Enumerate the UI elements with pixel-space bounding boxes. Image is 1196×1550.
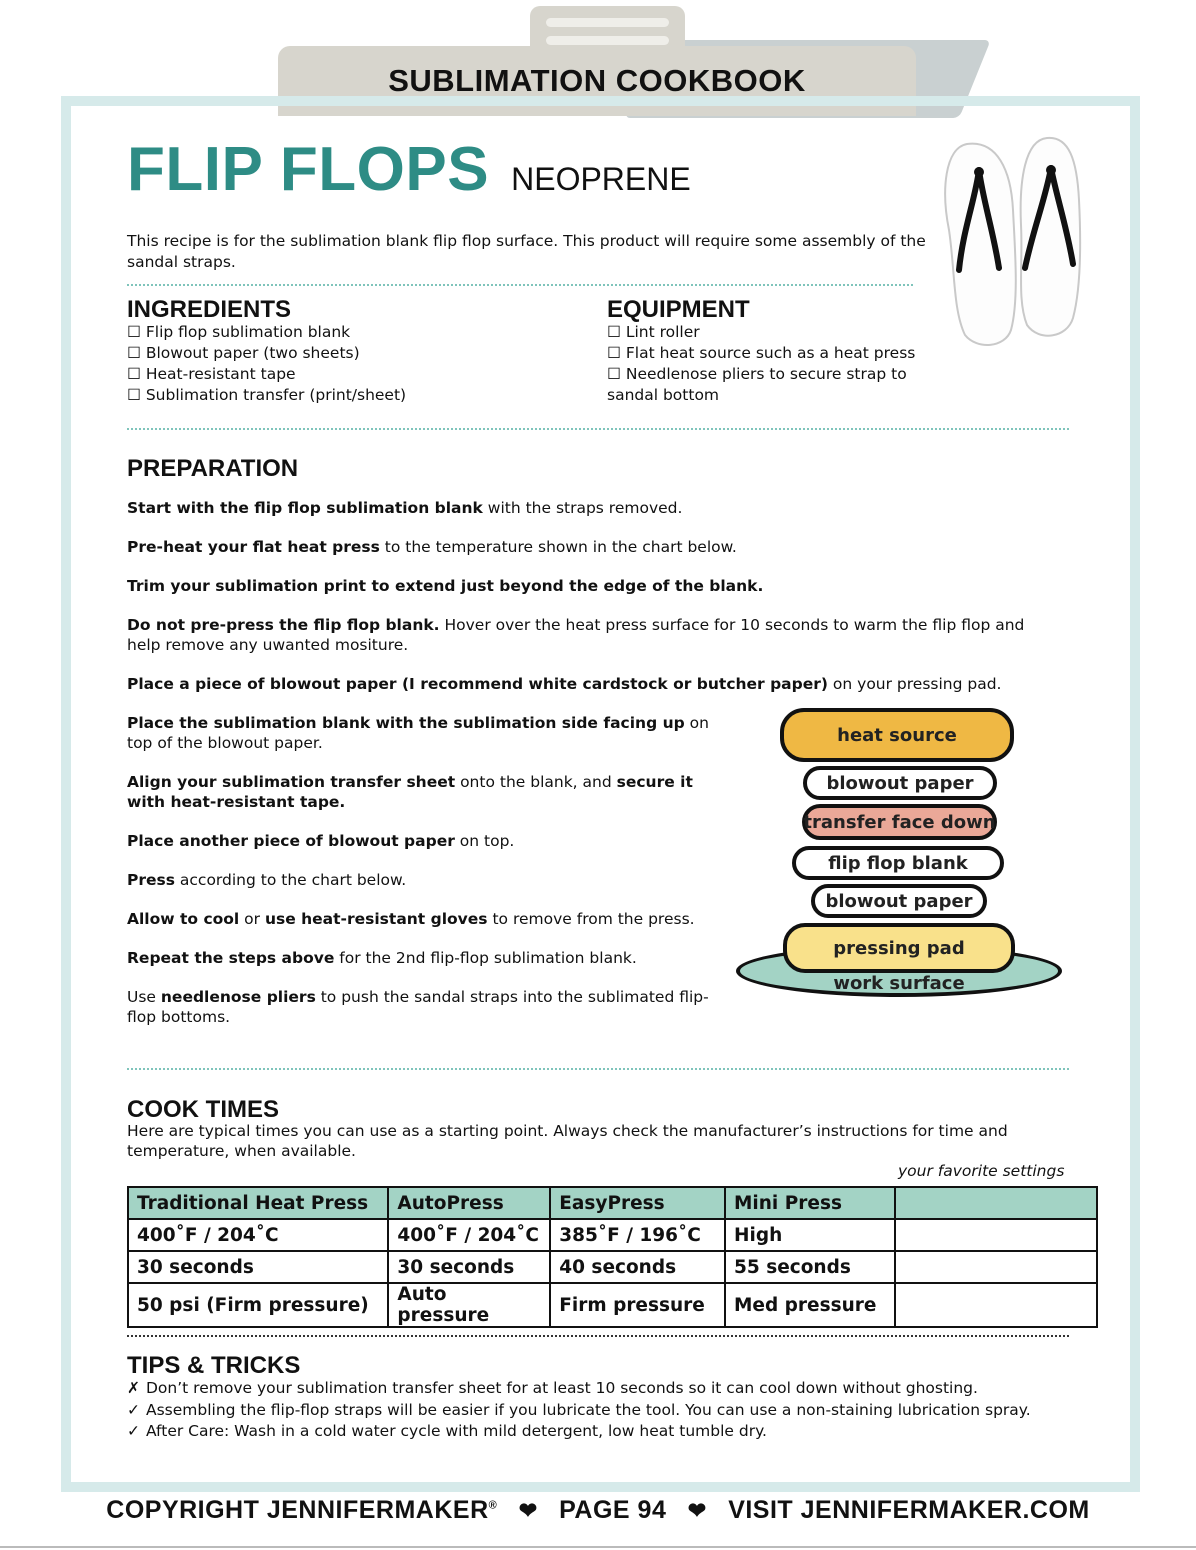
flip-flop-blank-layer: flip flop blank — [792, 846, 1004, 880]
tab-slot — [546, 36, 669, 45]
divider — [127, 428, 1069, 430]
tip-text: Assembling the flip-flop straps will be easier if you lubricate the tool. You can use a non-staining lubrication spray. — [146, 1400, 1031, 1419]
blowout-paper-top-layer: blowout paper — [803, 766, 997, 800]
step-text: Hover over the heat press surface for 10 seconds to warm the flip flop and help remove any uwanted mositure. — [127, 616, 1025, 654]
tip-item — [127, 1421, 1031, 1443]
ingredient-text: Flip flop sublimation blank — [145, 323, 351, 341]
step-text: onto the blank, and — [455, 773, 617, 791]
tips-heading: TIPS & TRICKS — [127, 1352, 301, 1379]
column-header: Mini Press — [725, 1187, 895, 1219]
step-text: to the temperature shown in the chart below. — [379, 538, 737, 556]
left-sandal — [945, 144, 1016, 345]
ingredient-item — [127, 322, 567, 343]
tip-text: Don’t remove your sublimation transfer sheet for at least 10 seconds so it can cool down without ghosting. — [146, 1379, 978, 1397]
equipment-heading: EQUIPMENT — [607, 296, 750, 323]
footer-copyright: COPYRIGHT JENNIFERMAKER — [106, 1496, 489, 1524]
table-cell: Med pressure — [725, 1283, 895, 1327]
footer — [0, 1496, 1196, 1525]
heart-icon: ❤ — [518, 1498, 538, 1523]
step-bold: needlenose pliers — [160, 988, 316, 1006]
cookbook-title: SUBLIMATION COOKBOOK — [388, 63, 806, 98]
cook-times-heading: COOK TIMES — [127, 1096, 280, 1123]
prep-step — [127, 987, 712, 1027]
step-bold: Press — [127, 871, 175, 889]
prep-step — [127, 831, 727, 851]
table-cell: 400˚F / 204˚C — [388, 1219, 550, 1251]
table-row — [128, 1219, 1097, 1251]
step-bold: Do not pre-press the flip flop blank. — [127, 616, 440, 634]
table-cell: 55 seconds — [725, 1251, 895, 1283]
step-text: on top of the blowout paper. — [127, 714, 709, 752]
cross-icon: ✗ — [127, 1379, 140, 1397]
step-bold: Place the sublimation blank with the sublimation side facing up — [127, 714, 685, 732]
ingredient-item — [127, 385, 567, 406]
transfer-layer: transfer face down — [802, 804, 997, 840]
table-cell-favorite — [895, 1219, 1097, 1251]
registered-mark: ® — [488, 1499, 498, 1512]
prep-step — [127, 498, 1057, 518]
pressing-pad-layer: pressing pad — [783, 923, 1015, 973]
table-cell: 50 psi (Firm pressure) — [128, 1283, 388, 1327]
equipment-list — [607, 322, 932, 406]
cook-times-table — [127, 1186, 1098, 1328]
cook-times-intro: Here are typical times you can use as a starting point. Always check the manufacturer’s instructions for time and temperature, when available. — [127, 1122, 1008, 1160]
prep-step — [127, 537, 1057, 557]
divider — [127, 284, 913, 286]
equipment-item — [607, 322, 932, 343]
step-text: with the straps removed. — [482, 499, 683, 517]
step-bold: secure it with heat-resistant tape. — [127, 773, 693, 811]
checkbox-icon: ☐ — [127, 386, 141, 404]
divider — [127, 1068, 1069, 1070]
ingredient-item — [127, 343, 567, 364]
footer-visit[interactable]: VISIT JENNIFERMAKER.COM — [728, 1496, 1090, 1524]
check-icon: ✓ — [127, 1400, 140, 1419]
step-bold: Repeat the steps above — [127, 949, 335, 967]
prep-step — [127, 576, 1057, 596]
column-header: Traditional Heat Press — [128, 1187, 388, 1219]
title-main: FLIP FLOPS — [127, 135, 490, 204]
step-text: Use — [127, 988, 161, 1006]
step-bold: Pre-heat your flat heat press — [127, 538, 380, 556]
checkbox-icon: ☐ — [127, 323, 141, 341]
prep-step — [127, 674, 1062, 694]
intro-text: This recipe is for the sublimation blank flip flop surface. This product will require some assembly of the sandal straps. — [127, 232, 926, 271]
step-bold: Place a piece of blowout paper (I recommend white cardstock or butcher paper) — [127, 675, 828, 693]
prep-step — [127, 909, 727, 929]
step-text: for the 2nd flip-flop sublimation blank. — [334, 949, 637, 967]
table-cell: Firm pressure — [550, 1283, 725, 1327]
prep-step — [127, 948, 727, 968]
step-bold: Start with the flip flop sublimation blank — [127, 499, 483, 517]
step-bold: Allow to cool — [127, 910, 240, 928]
step-text: on your pressing pad. — [827, 675, 1002, 693]
flip-flops-image — [935, 130, 1095, 350]
title-sub: NEOPRENE — [511, 161, 691, 197]
table-cell: Auto pressure — [388, 1283, 550, 1327]
footer-page: PAGE 94 — [559, 1496, 667, 1524]
step-text: on top. — [454, 832, 515, 850]
table-cell-favorite — [895, 1251, 1097, 1283]
prep-step — [127, 713, 722, 753]
ingredients-list — [127, 322, 567, 406]
tips-list — [127, 1378, 1031, 1443]
table-cell: 385˚F / 196˚C — [550, 1219, 725, 1251]
table-header-row — [128, 1187, 1097, 1219]
table-cell: 400˚F / 204˚C — [128, 1219, 388, 1251]
heat-source-layer: heat source — [780, 708, 1014, 762]
checkbox-icon: ☐ — [607, 365, 621, 383]
ingredients-heading: INGREDIENTS — [127, 296, 292, 323]
prep-step — [127, 772, 727, 812]
equipment-text: Lint roller — [625, 323, 700, 341]
table-cell: 40 seconds — [550, 1251, 725, 1283]
checkbox-icon: ☐ — [607, 344, 621, 362]
table-cell: High — [725, 1219, 895, 1251]
check-icon: ✓ — [127, 1422, 140, 1440]
step-text: to push the sandal straps into the sublimated flip-flop bottoms. — [127, 988, 709, 1026]
table-cell: 30 seconds — [388, 1251, 550, 1283]
table-cell-favorite — [895, 1283, 1097, 1327]
step-text: or — [239, 910, 265, 928]
favorite-settings-label: your favorite settings — [898, 1162, 1065, 1180]
step-bold: Align your sublimation transfer sheet — [127, 773, 456, 791]
page-title — [127, 134, 691, 205]
table-cell: 30 seconds — [128, 1251, 388, 1283]
equipment-text: Flat heat source such as a heat press — [625, 344, 916, 362]
divider — [127, 1335, 1069, 1337]
tip-item — [127, 1378, 1031, 1400]
heart-icon: ❤ — [687, 1498, 707, 1523]
work-surface-label: work surface — [833, 973, 965, 994]
step-text: to remove from the press. — [487, 910, 695, 928]
column-header: EasyPress — [550, 1187, 725, 1219]
tip-text: After Care: Wash in a cold water cycle with mild detergent, low heat tumble dry. — [146, 1422, 767, 1440]
column-header-favorite — [895, 1187, 1097, 1219]
prep-step — [127, 870, 727, 890]
preparation-heading: PREPARATION — [127, 455, 299, 482]
table-row — [128, 1251, 1097, 1283]
tip-item — [127, 1400, 1031, 1422]
equipment-item — [607, 364, 932, 406]
bottom-rule — [0, 1546, 1196, 1548]
equipment-item — [607, 343, 932, 364]
ingredient-item — [127, 364, 567, 385]
ingredient-text: Blowout paper (two sheets) — [145, 344, 360, 362]
step-bold: use heat-resistant gloves — [264, 910, 488, 928]
checkbox-icon: ☐ — [127, 344, 141, 362]
table-row — [128, 1283, 1097, 1327]
ingredient-text: Heat-resistant tape — [145, 365, 296, 383]
right-sandal — [1021, 138, 1080, 336]
column-header: AutoPress — [388, 1187, 550, 1219]
step-bold: Place another piece of blowout paper — [127, 832, 455, 850]
prep-step — [127, 615, 1062, 655]
checkbox-icon: ☐ — [607, 323, 621, 341]
equipment-text: Needlenose pliers to secure strap to sandal bottom — [607, 365, 907, 404]
blowout-paper-bottom-layer: blowout paper — [811, 884, 987, 918]
tab-slot — [546, 18, 669, 27]
checkbox-icon: ☐ — [127, 365, 141, 383]
step-text: according to the chart below. — [174, 871, 407, 889]
ingredient-text: Sublimation transfer (print/sheet) — [145, 386, 407, 404]
step-bold: Trim your sublimation print to extend just beyond the edge of the blank. — [127, 577, 764, 595]
